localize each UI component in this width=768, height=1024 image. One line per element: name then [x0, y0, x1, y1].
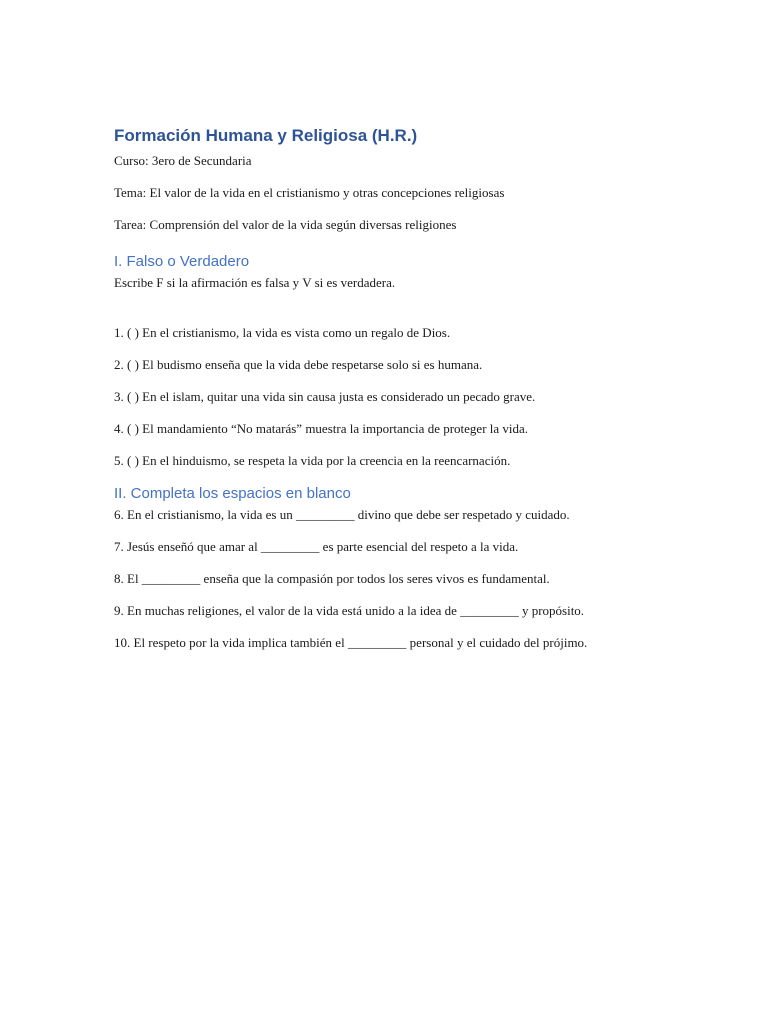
section-true-false-heading: I. Falso o Verdadero — [114, 253, 250, 270]
course-line: Curso: 3ero de Secundaria — [114, 153, 252, 168]
fill-blank-item: 8. El _________ enseña que la compasión por todos los seres vivos es fundamental. — [114, 571, 550, 586]
fill-blank-item: 6. En el cristianismo, la vida es un _________ divino que debe ser respetado y cuidado. — [114, 507, 570, 522]
document-title: Formación Humana y Religiosa (H.R.) — [114, 126, 418, 145]
task-line: Tarea: Comprensión del valor de la vida según diversas religiones — [114, 217, 457, 232]
topic-line: Tema: El valor de la vida en el cristianismo y otras concepciones religiosas — [114, 185, 505, 200]
true-false-item: 4. ( ) El mandamiento “No matarás” muestra la importancia de proteger la vida. — [114, 421, 529, 436]
section-fill-blanks-heading: II. Completa los espacios en blanco — [114, 485, 351, 502]
section-true-false-instruction: Escribe F si la afirmación es falsa y V si es verdadera. — [114, 275, 396, 290]
true-false-item: 2. ( ) El budismo enseña que la vida debe respetarse solo si es humana. — [114, 357, 483, 372]
fill-blank-item: 10. El respeto por la vida implica también el _________ personal y el cuidado del prójimo. — [114, 635, 588, 650]
worksheet-page — [114, 124, 734, 666]
fill-blank-item: 9. En muchas religiones, el valor de la vida está unido a la idea de _________ y propósito. — [114, 603, 585, 618]
true-false-item: 3. ( ) En el islam, quitar una vida sin causa justa es considerado un pecado grave. — [114, 389, 536, 404]
true-false-item: 5. ( ) En el hinduismo, se respeta la vida por la creencia en la reencarnación. — [114, 453, 511, 468]
true-false-item: 1. ( ) En el cristianismo, la vida es vista como un regalo de Dios. — [114, 325, 451, 340]
true-false-list — [114, 324, 734, 470]
fill-blank-item: 7. Jesús enseñó que amar al _________ es parte esencial del respeto a la vida. — [114, 539, 519, 554]
fill-blanks-list — [114, 506, 734, 652]
